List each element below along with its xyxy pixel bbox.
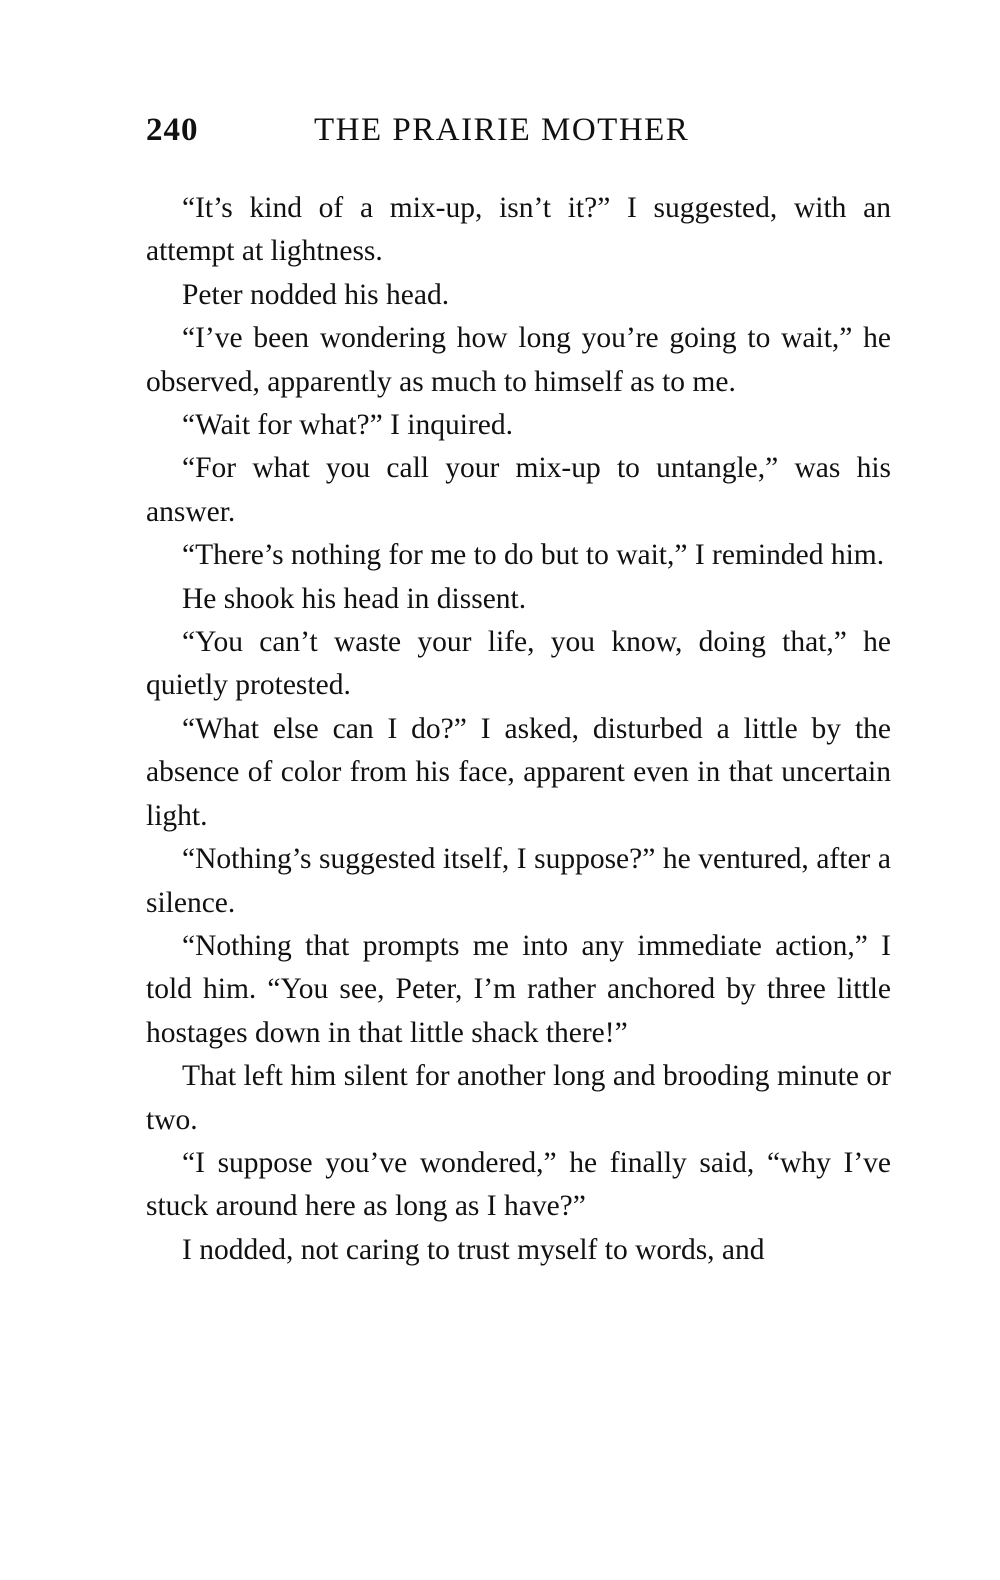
paragraph: “Wait for what?” I inquired. <box>182 409 513 442</box>
paragraph: “It’s kind of a mix-up, isn’t it?” I suggested, with an attempt at lightness. <box>146 192 891 268</box>
paragraph: I nodded, not caring to trust myself to words, and <box>182 1233 765 1266</box>
paragraph: “Nothing that prompts me into any immediate action,” I told him. “You see, Peter, I’m rather anchored by three little hostages down in that little shack there!” <box>146 929 891 1049</box>
paragraph: “For what you call your mix-up to untangle,” was his answer. <box>146 452 891 528</box>
paragraph: “I suppose you’ve wondered,” he finally said, “why I’ve stuck around here as long as I have?” <box>146 1146 891 1223</box>
page-number: 240 <box>146 112 199 148</box>
running-head <box>146 112 891 160</box>
paragraph: Peter nodded his head. <box>182 278 450 311</box>
paragraph: “You can’t waste your life, you know, doing that,” he quietly protested. <box>146 626 891 702</box>
paragraph: “I’ve been wondering how long you’re going to wait,” he observed, apparently as much to himself as to me. <box>146 322 891 398</box>
body-text <box>146 187 891 1272</box>
paragraph: That left him silent for another long and brooding minute or two. <box>146 1060 891 1136</box>
paragraph: “There’s nothing for me to do but to wait,” I reminded him. <box>182 539 885 572</box>
paragraph: “What else can I do?” I asked, disturbed a little by the absence of color from his face, apparent even in that uncertain light. <box>146 712 891 832</box>
book-title: THE PRAIRIE MOTHER <box>314 112 690 148</box>
paragraph: “Nothing’s suggested itself, I suppose?” he ventured, after a silence. <box>146 843 891 919</box>
paragraph: He shook his head in dissent. <box>182 582 527 615</box>
